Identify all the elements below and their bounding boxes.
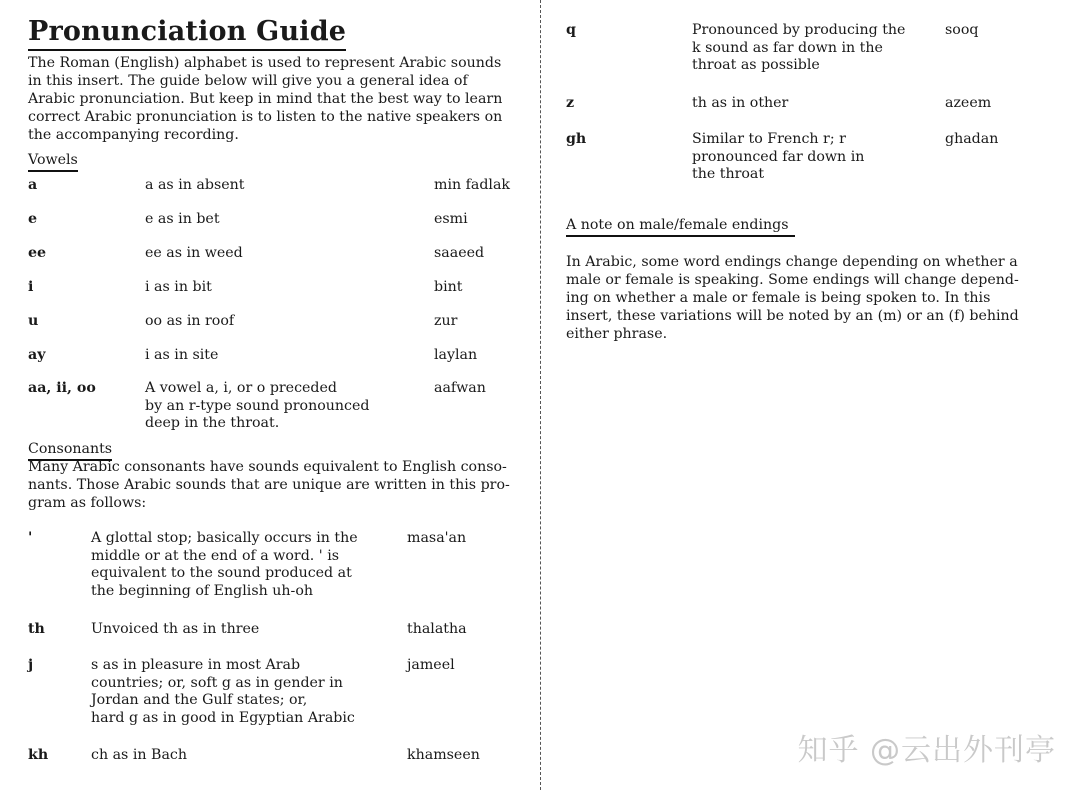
note-line: male or female is speaking. Some endings will change depend- <box>566 272 1019 288</box>
description-line: middle or at the end of a word. ' is <box>91 547 340 564</box>
consonant-symbol: q <box>566 22 576 38</box>
description-line: k sound as far down in the <box>692 39 883 56</box>
description-line: by an r-type sound pronounced <box>145 397 370 414</box>
description-line: hard g as in good in Egyptian Arabic <box>91 709 355 726</box>
vowels-heading: Vowels <box>28 152 78 172</box>
description-line: Pronounced by producing the <box>692 22 906 38</box>
vowel-symbol: u <box>28 313 39 329</box>
consonant-example: thalatha <box>407 621 467 637</box>
description-line: s as in pleasure in most Arab <box>91 657 301 673</box>
vowel-example: min fadlak <box>434 177 511 193</box>
note-line: either phrase. <box>566 326 668 342</box>
description-line: the throat <box>692 166 765 182</box>
intro-line: gram as follows: <box>28 495 147 511</box>
note-heading: A note on male/female endings <box>566 217 795 237</box>
vowel-description: i as in bit <box>145 279 212 295</box>
consonant-example: masa'an <box>407 530 467 546</box>
description-line: pronounced far down in <box>692 148 865 165</box>
description-line: equivalent to the sound produced at <box>91 565 352 581</box>
consonant-symbol: j <box>28 657 34 673</box>
consonant-symbol: kh <box>28 747 49 763</box>
description-line: A glottal stop; basically occurs in the <box>91 530 358 546</box>
consonant-description-multiline <box>91 530 358 600</box>
vowel-description: oo as in roof <box>145 313 235 329</box>
note-line: In Arabic, some word endings change depending on whether a <box>566 254 1018 270</box>
vowel-example: saaeed <box>434 245 485 261</box>
vowel-example: bint <box>434 279 463 295</box>
consonant-example: jameel <box>407 657 455 673</box>
vowel-symbol: i <box>28 279 34 295</box>
vowel-symbol: e <box>28 211 38 227</box>
description-line: Jordan and the Gulf states; or, <box>91 692 308 708</box>
vowel-description: ee as in weed <box>145 245 243 261</box>
consonant-description-multiline <box>692 22 905 75</box>
page-divider <box>540 0 541 790</box>
consonant-description-multiline <box>91 657 355 727</box>
consonants-intro <box>28 458 528 512</box>
description-line: the beginning of English uh-oh <box>91 582 314 599</box>
note-line: insert, these variations will be noted by an (m) or an (f) behind <box>566 308 1019 324</box>
page-title: Pronunciation Guide <box>28 16 346 51</box>
vowel-symbol: aa, ii, oo <box>28 380 96 396</box>
vowel-description-multiline <box>145 380 369 433</box>
vowel-example: zur <box>434 313 458 329</box>
vowel-description: a as in absent <box>145 177 245 193</box>
description-line: countries; or, soft g as in gender in <box>91 674 343 691</box>
vowel-symbol: ee <box>28 245 47 261</box>
consonant-example: ghadan <box>945 131 999 147</box>
consonant-symbol: gh <box>566 131 587 147</box>
intro-line: in this insert. The guide below will give you a general idea of <box>28 73 468 89</box>
vowel-description: e as in bet <box>145 211 220 227</box>
vowel-symbol: a <box>28 177 38 193</box>
consonant-example: sooq <box>945 22 979 38</box>
consonant-description: Unvoiced th as in three <box>91 621 260 637</box>
intro-line: Arabic pronunciation. But keep in mind that the best way to learn <box>28 91 503 107</box>
note-line: ing on whether a male or female is being spoken to. In this <box>566 290 991 306</box>
right-page <box>542 0 1080 790</box>
consonant-symbol: th <box>28 621 45 637</box>
consonant-symbol: ' <box>28 530 33 546</box>
vowel-symbol: ay <box>28 347 46 363</box>
intro-line: the accompanying recording. <box>28 127 239 143</box>
vowel-example: esmi <box>434 211 468 227</box>
description-line: throat as possible <box>692 57 820 73</box>
intro-line: correct Arabic pronunciation is to listen to the native speakers on <box>28 109 503 125</box>
description-line: Similar to French r; r <box>692 131 846 147</box>
intro-line: nants. Those Arabic sounds that are unique are written in this pro- <box>28 477 510 493</box>
intro-line: Many Arabic consonants have sounds equivalent to English conso- <box>28 459 507 475</box>
consonant-symbol: z <box>566 95 575 111</box>
consonant-example: azeem <box>945 95 992 111</box>
intro-line: The Roman (English) alphabet is used to represent Arabic sounds <box>28 55 502 71</box>
consonant-description-multiline <box>692 131 864 184</box>
vowel-description: i as in site <box>145 347 219 363</box>
consonant-example: khamseen <box>407 747 480 763</box>
vowel-example: laylan <box>434 347 478 363</box>
watermark: 知乎 @云出外刊亭 <box>797 733 1056 768</box>
intro-paragraph <box>28 54 528 144</box>
consonant-description: th as in other <box>692 95 789 111</box>
vowel-example: aafwan <box>434 380 486 396</box>
consonant-description: ch as in Bach <box>91 747 187 763</box>
note-paragraph <box>566 253 1066 343</box>
description-line: deep in the throat. <box>145 415 280 431</box>
description-line: A vowel a, i, or o preceded <box>145 380 337 396</box>
consonants-heading: Consonants <box>28 441 112 461</box>
